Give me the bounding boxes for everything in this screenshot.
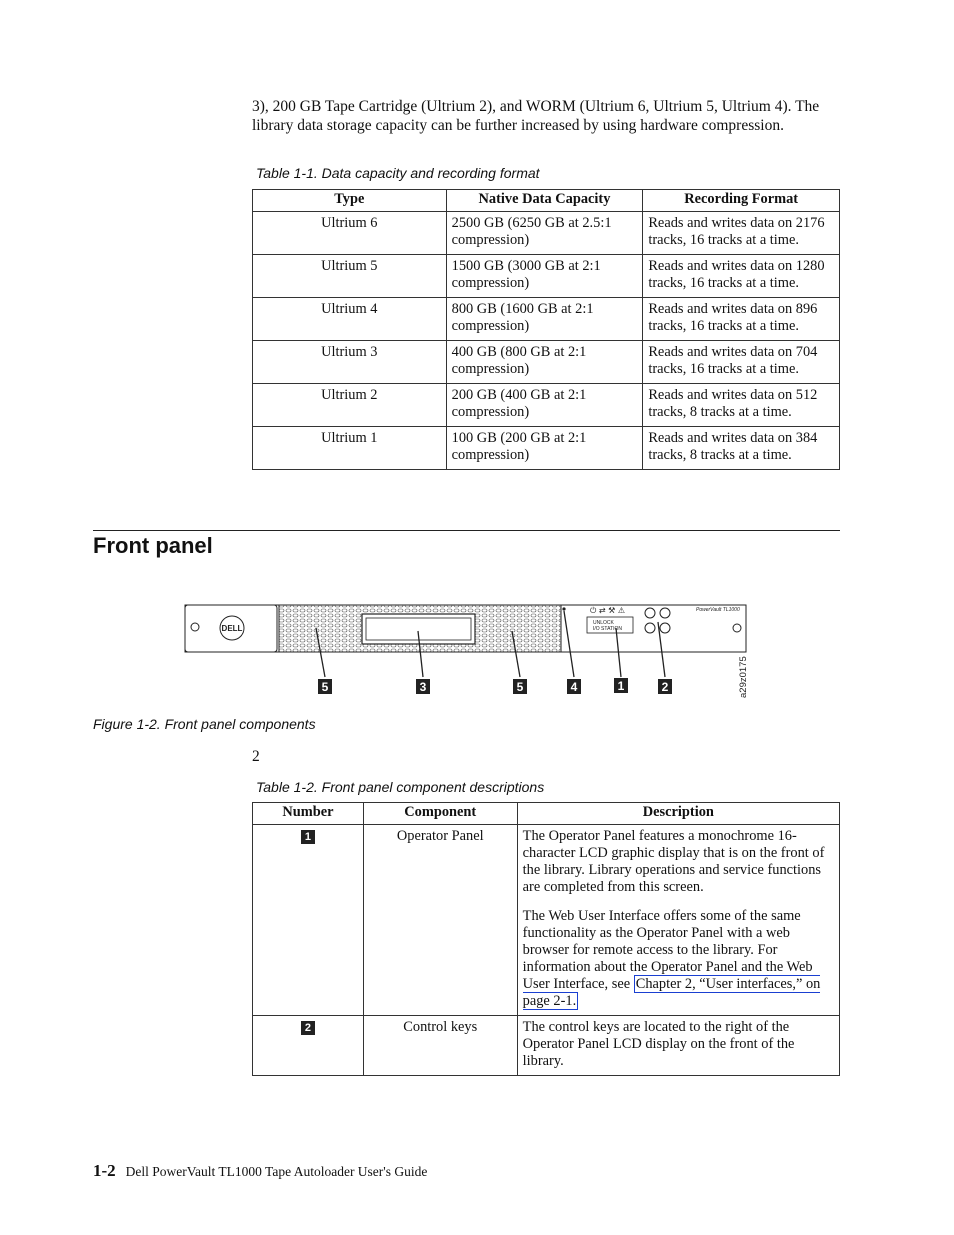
header-native-capacity: Native Data Capacity xyxy=(446,190,643,212)
table-header-row xyxy=(253,803,840,825)
table-row xyxy=(253,1016,840,1076)
callout-label: 4 xyxy=(570,680,578,694)
cell-number xyxy=(253,825,364,1016)
figure-id: a29z0175 xyxy=(738,656,749,698)
cell-format: Reads and writes data on 512 tracks, 8 tracks at a time. xyxy=(643,384,840,427)
cell-capacity: 200 GB (400 GB at 2:1 compression) xyxy=(446,384,643,427)
callout-label: 3 xyxy=(419,680,427,694)
dell-logo-text: DELL xyxy=(221,624,243,633)
callout-label: 1 xyxy=(617,679,625,693)
cell-component: Operator Panel xyxy=(363,825,517,1016)
cell-type: Ultrium 6 xyxy=(253,212,447,255)
table2-caption: Table 1-2. Front panel component descriptions xyxy=(256,779,545,795)
cell-capacity: 1500 GB (3000 GB at 2:1 compression) xyxy=(446,255,643,298)
capacity-table xyxy=(252,189,840,470)
cell-format: Reads and writes data on 384 tracks, 8 tracks at a time. xyxy=(643,427,840,470)
header-number: Number xyxy=(253,803,364,825)
description-paragraph: The control keys are located to the right of the Operator Panel LCD display on the front of the library. xyxy=(522,1019,795,1069)
table-header-row xyxy=(253,190,840,212)
table-row xyxy=(253,341,840,384)
cell-type: Ultrium 4 xyxy=(253,298,447,341)
description-paragraph: The Operator Panel features a monochrome 16-character LCD graphic display that is on the front of the library. Library operations and service functions are completed from this screen. xyxy=(522,828,825,895)
callout-badge-2: 2 xyxy=(301,1021,315,1035)
header-type: Type xyxy=(253,190,447,212)
product-label: PowerVault TL1000 xyxy=(696,607,740,613)
table-row xyxy=(253,298,840,341)
cell-type: Ultrium 2 xyxy=(253,384,447,427)
section-heading: Front panel xyxy=(93,533,213,558)
table-row xyxy=(253,384,840,427)
component-table xyxy=(252,802,840,1076)
callout-label: 5 xyxy=(516,680,524,694)
cell-format: Reads and writes data on 1280 tracks, 16 tracks at a time. xyxy=(643,255,840,298)
status-led-icons: ⏻ ⇄ ⚒ ⚠ xyxy=(590,606,626,615)
footer-title: Dell PowerVault TL1000 Tape Autoloader User's Guide xyxy=(125,1164,428,1179)
cell-capacity: 2500 GB (6250 GB at 2.5:1 compression) xyxy=(446,212,643,255)
io-station-label: I/O STATION xyxy=(593,626,622,632)
figure-caption: Figure 1-2. Front panel components xyxy=(93,716,316,732)
stray-number: 2 xyxy=(252,748,260,765)
page-number: 1-2 xyxy=(93,1161,116,1180)
cell-description xyxy=(517,1016,839,1076)
cell-format: Reads and writes data on 2176 tracks, 16 tracks at a time. xyxy=(643,212,840,255)
page-footer xyxy=(93,1160,427,1183)
chapter-2-link[interactable]: Chapter 2, “User interfaces,” on page 2-1. xyxy=(522,976,821,1009)
callout-label: 2 xyxy=(661,680,669,694)
cell-capacity: 800 GB (1600 GB at 2:1 compression) xyxy=(446,298,643,341)
header-component: Component xyxy=(363,803,517,825)
cell-format: Reads and writes data on 896 tracks, 16 tracks at a time. xyxy=(643,298,840,341)
unlock-label: UNLOCK xyxy=(593,620,614,626)
cell-format: Reads and writes data on 704 tracks, 16 tracks at a time. xyxy=(643,341,840,384)
section-rule xyxy=(93,530,840,531)
cell-type: Ultrium 3 xyxy=(253,341,447,384)
intro-paragraph: 3), 200 GB Tape Cartridge (Ultrium 2), and WORM (Ultrium 6, Ultrium 5, Ultrium 4). The library data storage capacity can be further increased by using hardware compression. xyxy=(252,98,820,134)
cell-number xyxy=(253,1016,364,1076)
front-panel-figure xyxy=(180,598,760,708)
led-indicator xyxy=(562,607,565,610)
table-row xyxy=(253,212,840,255)
cell-component: Control keys xyxy=(363,1016,517,1076)
cell-capacity: 100 GB (200 GB at 2:1 compression) xyxy=(446,427,643,470)
table-row xyxy=(253,427,840,470)
description-text: The Web User Interface offers some of the same functionality as the Operator Panel with a web browser for remote access to the library. For information about the Operator Panel and the Web User Interface, see xyxy=(522,908,813,992)
cell-description xyxy=(517,825,839,1016)
cell-type: Ultrium 5 xyxy=(253,255,447,298)
cell-capacity: 400 GB (800 GB at 2:1 compression) xyxy=(446,341,643,384)
table1-caption: Table 1-1. Data capacity and recording format xyxy=(256,165,540,181)
cell-type: Ultrium 1 xyxy=(253,427,447,470)
table-row xyxy=(253,255,840,298)
callout-badge-1: 1 xyxy=(301,830,315,844)
header-recording-format: Recording Format xyxy=(643,190,840,212)
callout-label: 5 xyxy=(321,680,329,694)
table-row xyxy=(253,825,840,1016)
description-paragraph xyxy=(523,908,834,1010)
header-description: Description xyxy=(517,803,839,825)
